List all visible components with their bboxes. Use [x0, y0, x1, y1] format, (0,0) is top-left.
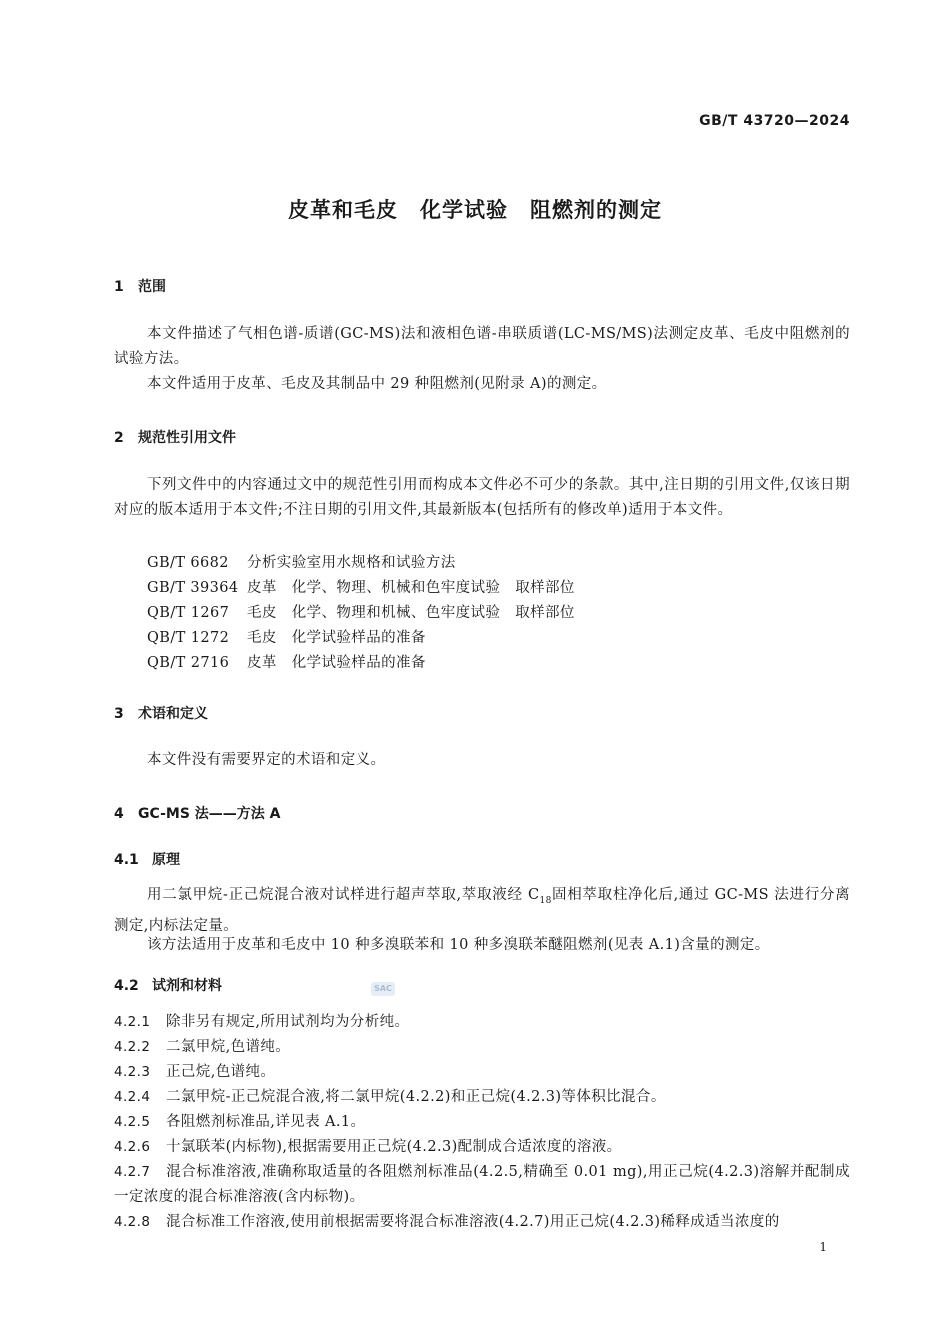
reference-item [147, 651, 426, 672]
clause [114, 1110, 850, 1135]
section-number: 4 [114, 806, 124, 822]
clause [114, 1085, 850, 1110]
section-1-heading [114, 276, 166, 296]
clause-number: 4.2.6 [114, 1139, 151, 1155]
section-4-heading [114, 803, 281, 823]
section-3-heading [114, 703, 208, 723]
reference-title: 皮革 化学试验样品的准备 [247, 655, 426, 671]
subscript: 18 [539, 895, 552, 906]
clause-text: 各阻燃剂标准品,详见表 A.1。 [166, 1114, 366, 1130]
section-title: 规范性引用文件 [138, 430, 236, 446]
clause-text: 正己烷,色谱纯。 [166, 1064, 276, 1080]
paragraph: 下列文件中的内容通过文中的规范性引用而构成本文件必不可少的条款。其中,注日期的引用文件,仅该日期对应的版本适用于本文件;不注日期的引用文件,其最新版本(包括所有的修改单)适用于本文件。 [114, 477, 850, 518]
section-number: 1 [114, 279, 124, 295]
clause-text: 十氯联苯(内标物),根据需要用正己烷(4.2.3)配制成合适浓度的溶液。 [166, 1139, 622, 1155]
reference-code: GB/T 6682 [147, 555, 229, 571]
clause [114, 1210, 850, 1235]
clause-number: 4.2.4 [114, 1089, 151, 1105]
paragraph: 本文件适用于皮革、毛皮及其制品中 29 种阻燃剂(见附录 A)的测定。 [147, 376, 607, 392]
subsection-4-2-heading [114, 975, 222, 995]
reference-code: GB/T 39364 [147, 580, 239, 596]
reference-code: QB/T 1272 [147, 630, 230, 646]
clause [114, 1160, 850, 1210]
subsection-4-1-heading [114, 849, 180, 869]
section-title: 术语和定义 [138, 706, 208, 722]
clause-number: 4.2.3 [114, 1064, 151, 1080]
clause [114, 1060, 850, 1085]
section-title: 范围 [138, 279, 166, 295]
section-2-heading [114, 427, 236, 447]
standard-code: GB/T 43720—2024 [699, 113, 850, 129]
clause-text: 二氯甲烷-正己烷混合液,将二氯甲烷(4.2.2)和正己烷(4.2.3)等体积比混合。 [166, 1089, 666, 1105]
section-number: 4.2 [114, 978, 139, 994]
reference-item [147, 601, 575, 622]
clause-text: 二氯甲烷,色谱纯。 [166, 1039, 291, 1055]
reference-item [147, 626, 426, 647]
clause-number: 4.2.7 [114, 1164, 151, 1180]
clause-text: 混合标准工作溶液,使用前根据需要将混合标准溶液(4.2.7)用正己烷(4.2.3)稀释成适当浓度的 [166, 1214, 780, 1230]
clause [114, 1135, 850, 1160]
section-number: 2 [114, 430, 124, 446]
clause [114, 1035, 850, 1060]
reference-title: 毛皮 化学、物理和机械、色牢度试验 取样部位 [247, 605, 575, 621]
reference-title: 分析实验室用水规格和试验方法 [247, 555, 456, 571]
reference-title: 毛皮 化学试验样品的准备 [247, 630, 426, 646]
section-title: 试剂和材料 [152, 978, 222, 994]
clause-number: 4.2.2 [114, 1039, 151, 1055]
watermark-logo: SAC [371, 982, 395, 996]
section-title: 原理 [152, 852, 180, 868]
clause-number: 4.2.1 [114, 1014, 151, 1030]
paragraph-text: 固相萃取柱净化后,通过 GC-MS 法进行分离测定,内标法定量。 [114, 887, 850, 934]
reference-item [147, 551, 456, 572]
reference-item [147, 576, 575, 597]
paragraph: 该方法适用于皮革和毛皮中 10 种多溴联苯和 10 种多溴联苯醚阻燃剂(见表 A.1)含量的测定。 [147, 937, 770, 953]
clause-text: 除非另有规定,所用试剂均为分析纯。 [166, 1014, 410, 1030]
paragraph: 本文件描述了气相色谱-质谱(GC-MS)法和液相色谱-串联质谱(LC-MS/MS)法测定皮革、毛皮中阻燃剂的试验方法。 [114, 326, 850, 367]
paragraph-text: 用二氯甲烷-正己烷混合液对试样进行超声萃取,萃取液经 C [147, 887, 540, 903]
section-number: 4.1 [114, 852, 139, 868]
reference-title: 皮革 化学、物理、机械和色牢度试验 取样部位 [247, 580, 575, 596]
section-number: 3 [114, 706, 124, 722]
clause-text: 混合标准溶液,准确称取适量的各阻燃剂标准品(4.2.5,精确至 0.01 mg),用正己烷(4.2.3)溶解并配制成一定浓度的混合标准溶液(含内标物)。 [114, 1164, 850, 1205]
page-number: 1 [819, 1240, 827, 1254]
section-title: GC-MS 法——方法 A [138, 806, 281, 822]
clause-number: 4.2.8 [114, 1214, 151, 1230]
paragraph [114, 883, 850, 939]
reference-code: QB/T 1267 [147, 605, 230, 621]
reference-code: QB/T 2716 [147, 655, 230, 671]
paragraph: 本文件没有需要界定的术语和定义。 [147, 752, 386, 768]
document-title: 皮革和毛皮 化学试验 阻燃剂的测定 [288, 198, 662, 222]
clause [114, 1010, 850, 1035]
clause-number: 4.2.5 [114, 1114, 151, 1130]
